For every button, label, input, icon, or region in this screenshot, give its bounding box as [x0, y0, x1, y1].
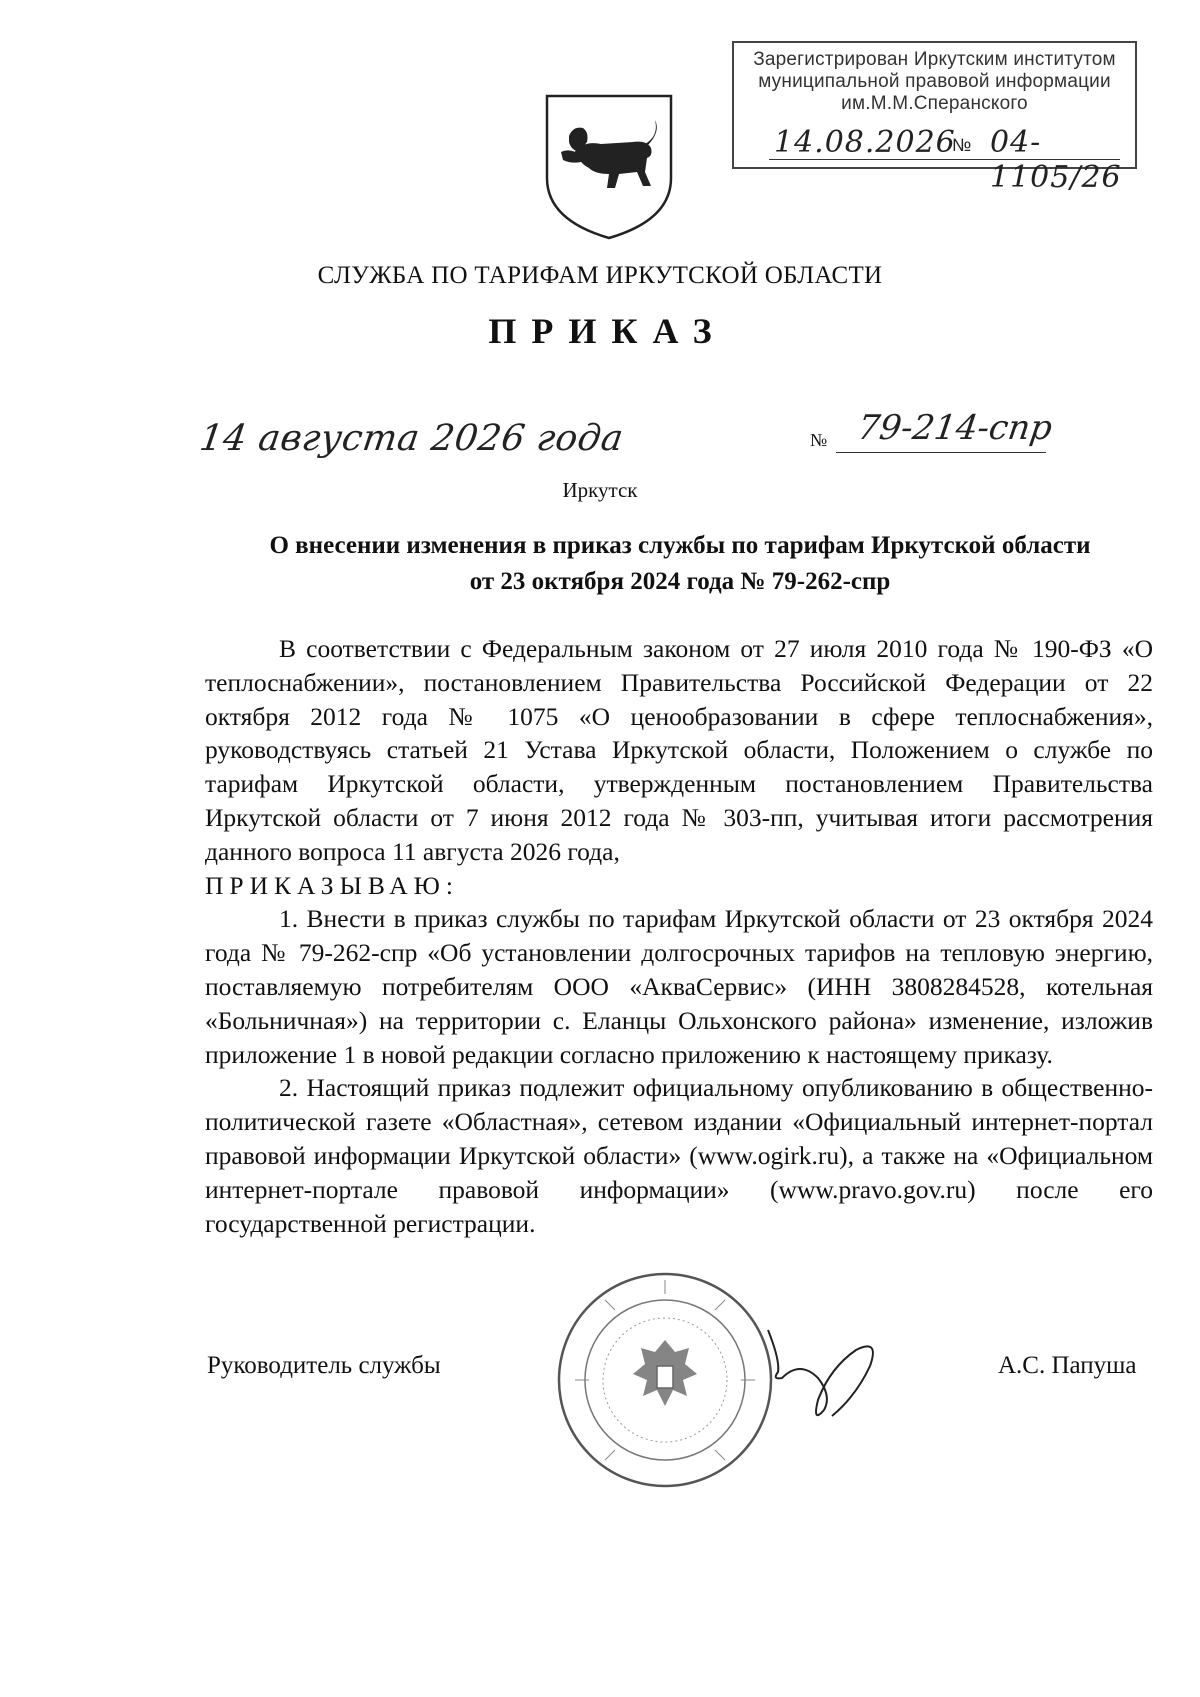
handwritten-order-number: 79-214-спр — [855, 408, 1055, 448]
official-seal-icon — [555, 1270, 775, 1490]
agency-name: СЛУЖБА ПО ТАРИФАМ ИРКУТСКОЙ ОБЛАСТИ — [317, 262, 883, 289]
registration-date: 14.08.2026 — [774, 125, 956, 160]
registration-stamp-line-2: муниципальной правовой информации — [758, 71, 1111, 92]
document-type: ПРИКАЗ — [488, 311, 727, 351]
order-subject — [210, 528, 1150, 600]
signer-position: Руководитель службы — [207, 1352, 441, 1379]
registration-number: 04-1105/26 — [990, 125, 1122, 195]
registration-number-label: № — [952, 135, 972, 155]
order-item-1: 1. Внести в приказ службы по тарифам Иркутской области от 23 октября 2024 года № 79-262-спр «Об установлении долгосрочных тарифов на тепловую энергию, поставляемую потребителям ООО «АкваСервис» (ИНН 3808284528, котельная «Больничная») на территории с. Еланцы Ольхонского района» изменение, изложив приложение 1 в новой редакции согласно приложению к настоящему приказу. — [205, 904, 1153, 1069]
signer-name: А.С. Папуша — [998, 1352, 1137, 1379]
preamble-paragraph: В соответствии с Федеральным законом от 27 июля 2010 года № 190-ФЗ «О теплоснабжении», постановлением Правительства Российской Федерации от 22 октября 2012 года № 1075 «О ценообразовании в сфере теплоснабжения», руководствуясь статьей 21 Устава Иркутской области, Положением о службе по тарифам Иркутской области, утвержденным постановлением Правительства Иркутской области от 7 июня 2012 года № 303-пп, учитывая итоги рассмотрения данного вопроса 11 августа 2026 года, — [205, 634, 1153, 866]
order-subject-line-1: О внесении изменения в приказ службы по тарифам Иркутской области — [269, 532, 1091, 559]
order-number-label: № — [810, 430, 828, 450]
order-body — [205, 632, 1153, 1240]
city: Иркутск — [562, 478, 638, 502]
registration-underline — [769, 159, 1120, 160]
order-item-2: 2. Настоящий приказ подлежит официальному опубликованию в общественно-политической газете «Областная», сетевом издании «Официальный интернет-портал правовой информации Иркутской области» (www.ogirk.ru), а также на «Официальном интернет-портале правовой информации» (www.pravo.gov.ru) после его государственной регистрации. — [205, 1073, 1153, 1238]
registration-stamp-row — [754, 125, 1125, 195]
handwritten-date: 14 августа 2026 года — [197, 418, 627, 459]
registration-stamp-line-3: им.М.М.Сперанского — [841, 93, 1028, 114]
registration-stamp-line-1: Зарегистрирован Иркутским институтом — [753, 49, 1116, 70]
handwritten-signature-icon — [760, 1320, 890, 1430]
order-subject-line-2: от 23 октября 2024 года № 79-262-спр — [469, 568, 891, 595]
order-number-underline — [836, 452, 1046, 453]
decree-word: ПРИКАЗЫВАЮ: — [205, 870, 459, 900]
registration-stamp — [732, 41, 1137, 195]
coat-of-arms-icon — [543, 92, 675, 242]
